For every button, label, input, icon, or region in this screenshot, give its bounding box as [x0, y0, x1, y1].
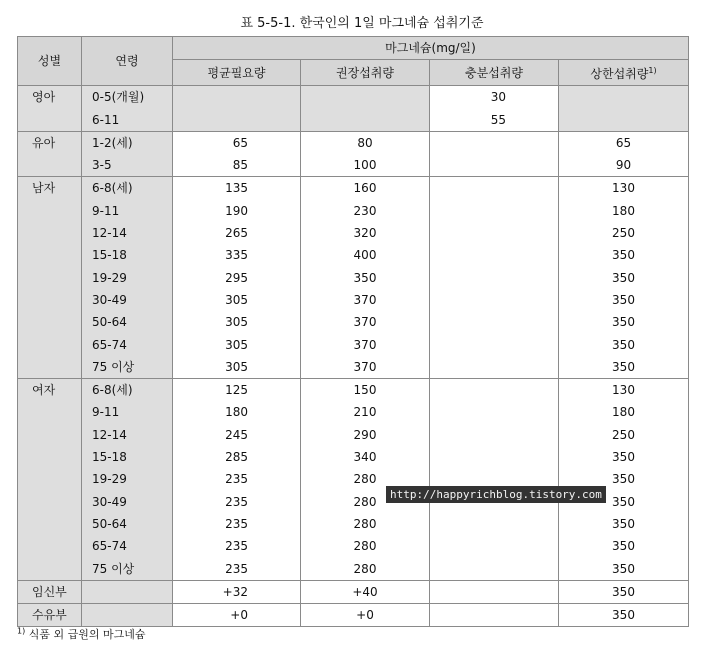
rni-cell: +0 — [301, 604, 430, 627]
ul-cell: 350 — [559, 513, 689, 535]
table-row — [18, 131, 689, 154]
ai-cell: 55 — [430, 109, 559, 132]
rni-cell: 280 — [301, 558, 430, 581]
row-group — [18, 131, 689, 177]
sex-cell: 남자 — [18, 177, 82, 379]
ul-cell: 350 — [559, 267, 689, 289]
ai-cell — [430, 311, 559, 333]
ear-cell: 305 — [173, 334, 301, 356]
ul-cell: 130 — [559, 379, 689, 402]
ear-cell: 265 — [173, 222, 301, 244]
footnote: $^{1)}$ 식품 외 급원의 마그네슘 — [17, 626, 146, 641]
rni-cell: 340 — [301, 446, 430, 468]
table-row — [18, 109, 689, 132]
ai-cell — [430, 200, 559, 222]
header-age: 연령 — [82, 37, 173, 86]
ai-cell — [430, 131, 559, 154]
age-cell: 9-11 — [82, 401, 173, 423]
magnesium-intake-table — [17, 36, 689, 627]
ul-cell — [559, 109, 689, 132]
age-cell: 65-74 — [82, 535, 173, 557]
ul-cell: 250 — [559, 222, 689, 244]
table-row — [18, 200, 689, 222]
table-row — [18, 379, 689, 402]
ai-cell — [430, 222, 559, 244]
ai-cell — [430, 177, 559, 200]
ear-cell: 305 — [173, 289, 301, 311]
ear-cell: 65 — [173, 131, 301, 154]
ul-cell: 350 — [559, 446, 689, 468]
age-cell: 19-29 — [82, 267, 173, 289]
ai-cell — [430, 401, 559, 423]
age-cell: 6-8(세) — [82, 177, 173, 200]
row-group — [18, 177, 689, 379]
table-row — [18, 558, 689, 581]
ul-cell: 350 — [559, 580, 689, 603]
age-cell: 12-14 — [82, 222, 173, 244]
rni-cell: 350 — [301, 267, 430, 289]
table-row — [18, 311, 689, 333]
age-cell: 6-11 — [82, 109, 173, 132]
row-group — [18, 580, 689, 603]
ai-cell: 30 — [430, 86, 559, 109]
age-cell — [82, 604, 173, 627]
rni-cell: 210 — [301, 401, 430, 423]
ai-cell — [430, 154, 559, 177]
ul-cell: 90 — [559, 154, 689, 177]
ai-cell — [430, 424, 559, 446]
sex-cell: 임신부 — [18, 580, 82, 603]
table-row — [18, 535, 689, 557]
ul-cell: 350 — [559, 604, 689, 627]
ul-cell: 350 — [559, 334, 689, 356]
row-group — [18, 604, 689, 627]
age-cell: 19-29 — [82, 468, 173, 490]
ul-cell: 350 — [559, 491, 689, 513]
sex-cell: 영아 — [18, 86, 82, 132]
rni-cell: 400 — [301, 244, 430, 266]
ai-cell — [430, 379, 559, 402]
age-cell: 15-18 — [82, 244, 173, 266]
ear-cell: 125 — [173, 379, 301, 402]
age-cell: 15-18 — [82, 446, 173, 468]
ear-cell: 245 — [173, 424, 301, 446]
header-rni: 권장섭취량 — [301, 60, 430, 86]
sex-cell: 유아 — [18, 131, 82, 177]
table-row — [18, 424, 689, 446]
table-row — [18, 580, 689, 603]
ear-cell: 135 — [173, 177, 301, 200]
ul-cell: 350 — [559, 558, 689, 581]
ul-cell: 350 — [559, 244, 689, 266]
ai-cell — [430, 558, 559, 581]
table-row — [18, 177, 689, 200]
table-row — [18, 244, 689, 266]
rni-cell: 280 — [301, 491, 430, 513]
age-cell: 12-14 — [82, 424, 173, 446]
rni-cell: 280 — [301, 513, 430, 535]
rni-cell: 160 — [301, 177, 430, 200]
ul-cell: 350 — [559, 311, 689, 333]
table-row — [18, 604, 689, 627]
ear-cell: 180 — [173, 401, 301, 423]
ear-cell: 235 — [173, 535, 301, 557]
age-cell: 0-5(개월) — [82, 86, 173, 109]
ear-cell: 235 — [173, 468, 301, 490]
rni-cell: 320 — [301, 222, 430, 244]
rni-cell: 80 — [301, 131, 430, 154]
rni-cell: 230 — [301, 200, 430, 222]
row-group — [18, 86, 689, 132]
table-row — [18, 401, 689, 423]
header-magnesium: 마그네슘(mg/일) — [173, 37, 689, 60]
ai-cell — [430, 535, 559, 557]
rni-cell: +40 — [301, 580, 430, 603]
ul-cell: 250 — [559, 424, 689, 446]
age-cell: 50-64 — [82, 311, 173, 333]
sex-cell: 여자 — [18, 379, 82, 581]
ul-cell: 350 — [559, 289, 689, 311]
ul-cell: 65 — [559, 131, 689, 154]
rni-cell: 100 — [301, 154, 430, 177]
ear-cell: 235 — [173, 513, 301, 535]
rni-cell: 370 — [301, 356, 430, 379]
rni-cell: 280 — [301, 535, 430, 557]
age-cell: 75 이상 — [82, 558, 173, 581]
ul-cell: 350 — [559, 468, 689, 490]
rni-cell — [301, 109, 430, 132]
rni-cell: 370 — [301, 289, 430, 311]
rni-cell: 290 — [301, 424, 430, 446]
row-group — [18, 379, 689, 581]
ul-cell: 130 — [559, 177, 689, 200]
header-ear: 평균필요량 — [173, 60, 301, 86]
table-row — [18, 289, 689, 311]
ul-cell: 180 — [559, 401, 689, 423]
ai-cell — [430, 289, 559, 311]
ai-cell — [430, 604, 559, 627]
table-row — [18, 154, 689, 177]
ear-cell: 295 — [173, 267, 301, 289]
table-row — [18, 513, 689, 535]
rni-cell: 280 — [301, 468, 430, 490]
age-cell: 75 이상 — [82, 356, 173, 379]
ai-cell — [430, 356, 559, 379]
ear-cell: 235 — [173, 491, 301, 513]
ai-cell — [430, 334, 559, 356]
ear-cell: 285 — [173, 446, 301, 468]
age-cell: 6-8(세) — [82, 379, 173, 402]
age-cell: 9-11 — [82, 200, 173, 222]
ai-cell — [430, 446, 559, 468]
ear-cell: 235 — [173, 558, 301, 581]
rni-cell: 370 — [301, 334, 430, 356]
ear-cell: 305 — [173, 356, 301, 379]
ai-cell — [430, 244, 559, 266]
age-cell: 50-64 — [82, 513, 173, 535]
ul-cell: 350 — [559, 356, 689, 379]
rni-cell: 150 — [301, 379, 430, 402]
header-ul: 상한섭취량$^{1)}$ — [559, 60, 689, 86]
table-row — [18, 222, 689, 244]
age-cell: 1-2(세) — [82, 131, 173, 154]
ear-cell: 335 — [173, 244, 301, 266]
table-title: 표 5-5-1. 한국인의 1일 마그네슘 섭취기준 — [240, 16, 484, 31]
ear-cell: +32 — [173, 580, 301, 603]
age-cell: 30-49 — [82, 491, 173, 513]
age-cell: 65-74 — [82, 334, 173, 356]
ear-cell — [173, 109, 301, 132]
age-cell: 3-5 — [82, 154, 173, 177]
ai-cell — [430, 267, 559, 289]
age-cell: 30-49 — [82, 289, 173, 311]
table-row — [18, 356, 689, 379]
table-row — [18, 86, 689, 109]
ul-cell: 350 — [559, 535, 689, 557]
ear-cell: 190 — [173, 200, 301, 222]
ai-cell — [430, 513, 559, 535]
sex-cell: 수유부 — [18, 604, 82, 627]
header-ai: 충분섭취량 — [430, 60, 559, 86]
ul-cell — [559, 86, 689, 109]
ear-cell: 85 — [173, 154, 301, 177]
ai-cell — [430, 580, 559, 603]
ul-cell: 180 — [559, 200, 689, 222]
ear-cell: 305 — [173, 311, 301, 333]
ear-cell: +0 — [173, 604, 301, 627]
table-row — [18, 267, 689, 289]
rni-cell — [301, 86, 430, 109]
rni-cell: 370 — [301, 311, 430, 333]
watermark-url: http://happyrichblog.tistory.com — [386, 486, 606, 503]
table-row — [18, 334, 689, 356]
table-row — [18, 446, 689, 468]
age-cell — [82, 580, 173, 603]
header-sex: 성별 — [18, 37, 82, 86]
ear-cell — [173, 86, 301, 109]
